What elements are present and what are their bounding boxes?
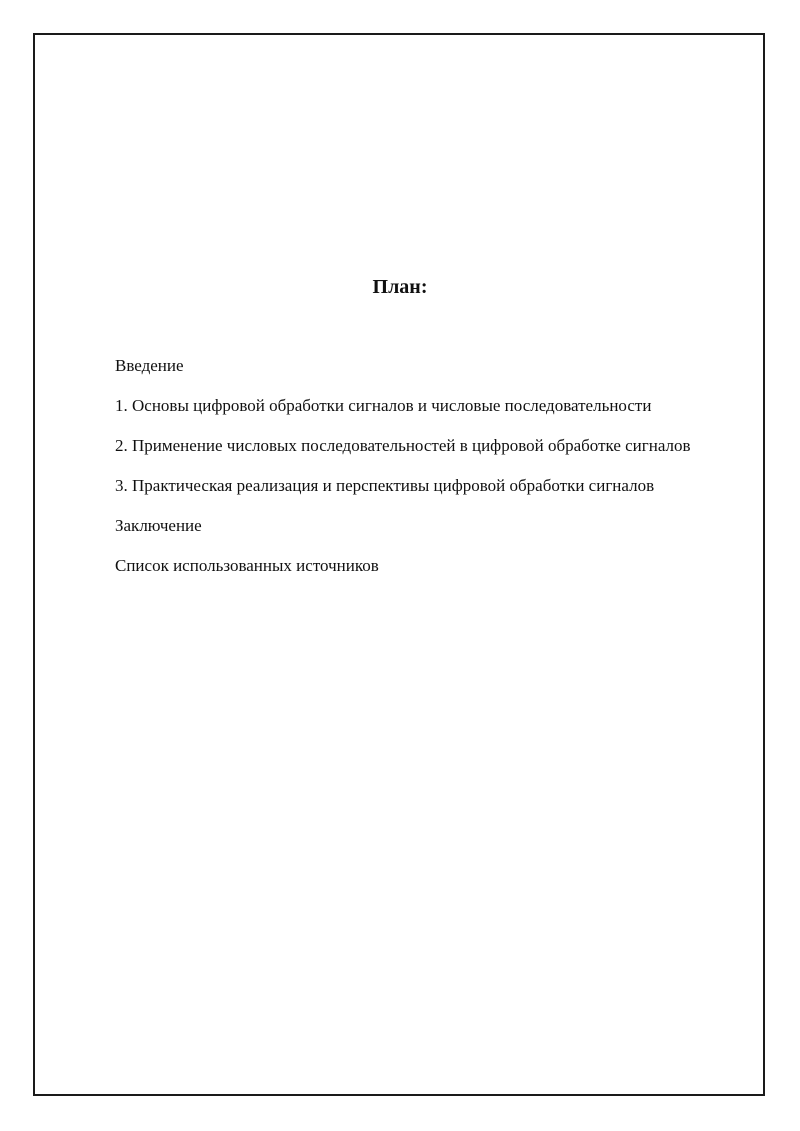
toc-item-references: Список использованных источников [115, 556, 379, 575]
toc-item-chapter-2: 2. Применение числовых последовательностей в цифровой обработке сигналов [115, 436, 691, 455]
toc-item-chapter-3: 3. Практическая реализация и перспективы цифровой обработки сигналов [115, 476, 655, 495]
table-of-contents [115, 350, 735, 590]
toc-item-conclusion: Заключение [115, 516, 202, 535]
page-title: План: [372, 276, 428, 298]
toc-item-chapter-1: 1. Основы цифровой обработки сигналов и числовые последовательности [115, 396, 652, 415]
toc-item-introduction: Введение [115, 356, 184, 375]
